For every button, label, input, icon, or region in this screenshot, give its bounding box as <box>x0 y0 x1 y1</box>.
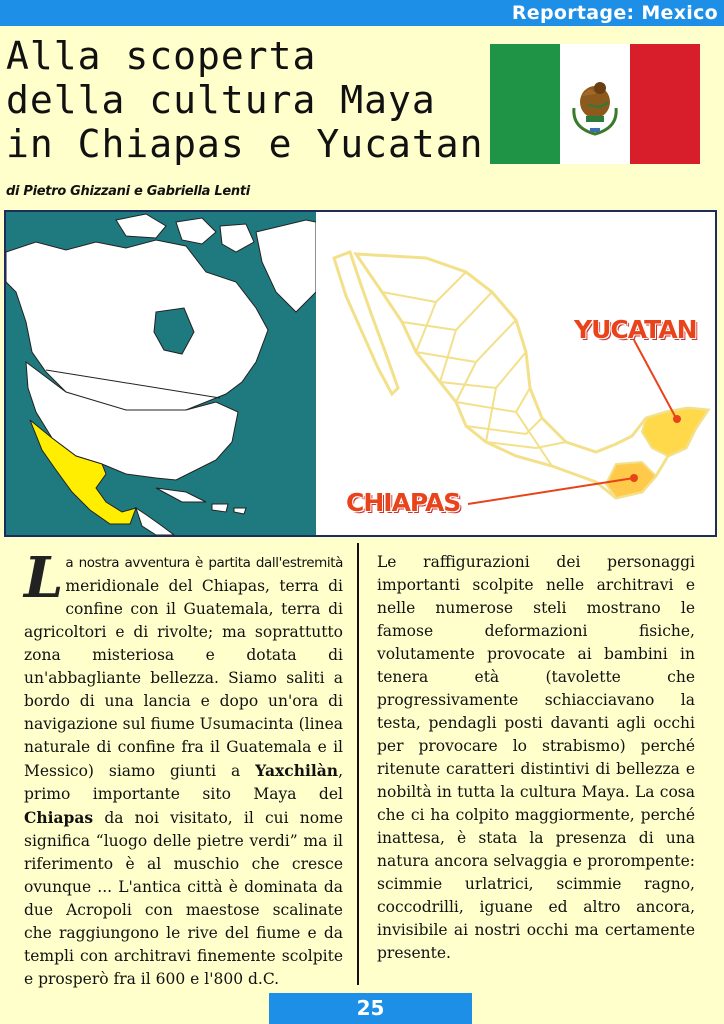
maps-figure <box>4 210 717 537</box>
mexico-flag <box>490 44 700 164</box>
article-title <box>6 34 484 166</box>
drop-cap: L <box>24 545 64 611</box>
page-footer <box>269 993 472 1024</box>
map-label-chiapas: CHIAPAS <box>346 488 461 517</box>
north-america-map <box>6 212 316 535</box>
flag-red-band <box>630 44 700 164</box>
lead-text: a nostra avventura è partita dall'estremità <box>65 555 343 571</box>
section-title: Reportage: Mexico <box>511 2 718 24</box>
article-column-1 <box>24 545 343 991</box>
chiapas-pointer-dot <box>630 474 638 482</box>
byline: di Pietro Ghizzani e Gabriella Lenti <box>6 184 250 199</box>
paragraph-1-part-c: , primo importante sito Maya del <box>24 762 343 803</box>
title-line-3: in Chiapas e Yucatan <box>6 122 484 166</box>
article-column-2 <box>377 551 695 965</box>
section-header-bar <box>0 0 724 26</box>
place-chiapas: Chiapas <box>24 808 94 827</box>
paragraph-2: Le raffigurazioni dei personaggi importanti scolpite nelle architravi e nelle numerose steli mostrano le famose deformazioni fisiche, volutamente provocate ai bambini in tenera età (tavolette che progressivamente schiacciavano la testa, pendagli posti davanti agli occhi per provocare lo strabismo) perché ritenute caratteri distintivi di bellezza e nobiltà in tutta la cultura Maya. La cosa che ci ha colpito maggiormente, perché inattesa, è stata la presenza di una natura ancora selvaggia e prorompente: scimmie urlatrici, scimmie ragno, coccodrilli, iguane ed altro ancora, invisibile ai nostri occhi ma certamente presente. <box>377 553 695 962</box>
flag-white-band <box>560 44 630 164</box>
page-number: 25 <box>356 996 385 1020</box>
mexico-states-map <box>316 212 715 535</box>
paragraph-1-part-a: meridionale del Chiapas, terra di confine con il Guatemala, terra di agricoltori e di rivolte; ma soprattutto zona misteriosa e dotata di un'abbagliante bellezza. Siamo saliti a bordo di una lancia e dopo un'ora di navigazione sul fiume Usumacinta (linea naturale di confine fra il Guatemala e il Messico) siamo giunti a <box>24 577 343 780</box>
paragraph-1-part-e: da noi visitato, il cui nome significa “luogo delle pietre verdi” ma il riferimento è al muschio che cresce ovunque ... L'antica città è dominata da due Acropoli con maestose scalinate che raggiungono le rive del fiume e da templi con architravi finemente scolpite e prosperò fra il 600 e l'800 d.C. <box>24 809 343 988</box>
map-label-yucatan: YUCATAN <box>574 315 697 344</box>
column-divider <box>357 543 359 985</box>
title-line-2: della cultura Maya <box>6 78 436 122</box>
coat-of-arms-icon <box>560 44 630 164</box>
yucatan-pointer-dot <box>673 415 681 423</box>
flag-green-band <box>490 44 560 164</box>
place-yaxchilan: Yaxchilàn <box>255 761 339 780</box>
title-line-1: Alla scoperta <box>6 34 317 78</box>
